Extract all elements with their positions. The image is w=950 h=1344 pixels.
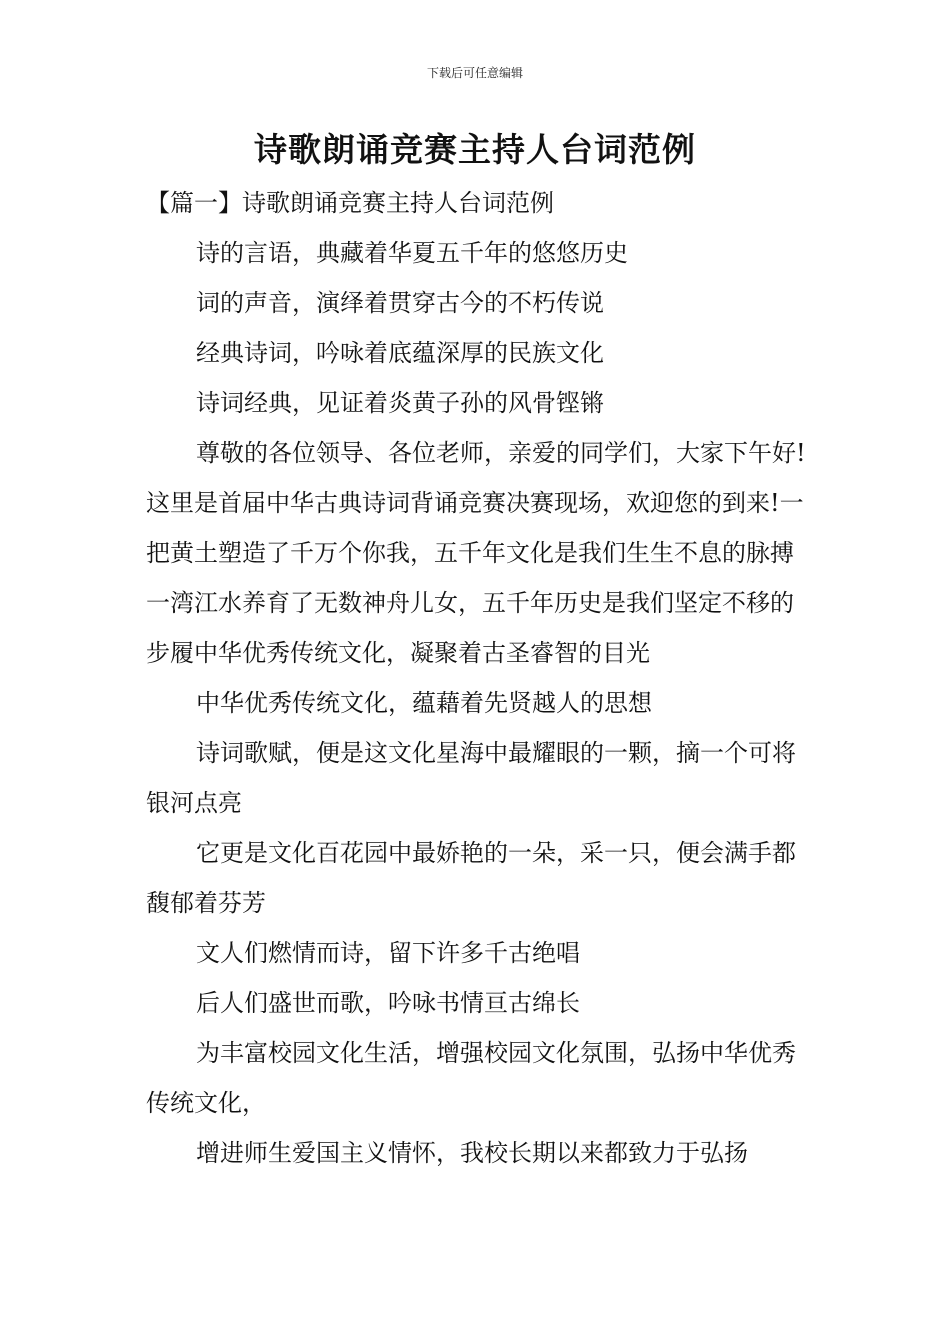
section-heading: 【篇一】诗歌朗诵竞赛主持人台词范例 — [146, 189, 554, 217]
paragraph: 尊敬的各位领导、各位老师，亲爱的同学们，大家下午好!这里是首届中华古典诗词背诵竞赛决赛现场，欢迎您的到来!一把黄土塑造了千万个你我，五千年文化是我们生生不息的脉搏一湾江水养育了无数神舟儿女，五千年历史是我们坚定不移的步履中华优秀传统文化，凝聚着古圣睿智的目光 — [146, 439, 806, 667]
paragraph: 中华优秀传统文化，蕴藉着先贤越人的思想 — [196, 689, 652, 717]
paragraph: 诗的言语，典藏着华夏五千年的悠悠历史 — [196, 239, 628, 267]
paragraph: 诗词歌赋，便是这文化星海中最耀眼的一颗，摘一个可将银河点亮 — [146, 739, 796, 817]
paragraph: 诗词经典，见证着炎黄子孙的风骨铿锵 — [196, 389, 604, 417]
document-title: 诗歌朗诵竞赛主持人台词范例 — [254, 130, 696, 169]
paragraph: 文人们燃情而诗，留下许多千古绝唱 — [196, 939, 580, 967]
paragraph: 词的声音，演绎着贯穿古今的不朽传说 — [196, 289, 604, 317]
paragraph: 它更是文化百花园中最娇艳的一朵，采一只，便会满手都馥郁着芬芳 — [146, 839, 796, 917]
paragraph: 经典诗词，吟咏着底蕴深厚的民族文化 — [196, 339, 604, 367]
paragraph: 为丰富校园文化生活，增强校园文化氛围，弘扬中华优秀传统文化， — [146, 1039, 796, 1117]
header-note: 下载后可任意编辑 — [426, 66, 523, 80]
document-body — [146, 178, 810, 1178]
paragraph: 后人们盛世而歌，吟咏书情亘古绵长 — [196, 989, 580, 1017]
paragraph: 增进师生爱国主义情怀，我校长期以来都致力于弘扬 — [196, 1139, 748, 1167]
